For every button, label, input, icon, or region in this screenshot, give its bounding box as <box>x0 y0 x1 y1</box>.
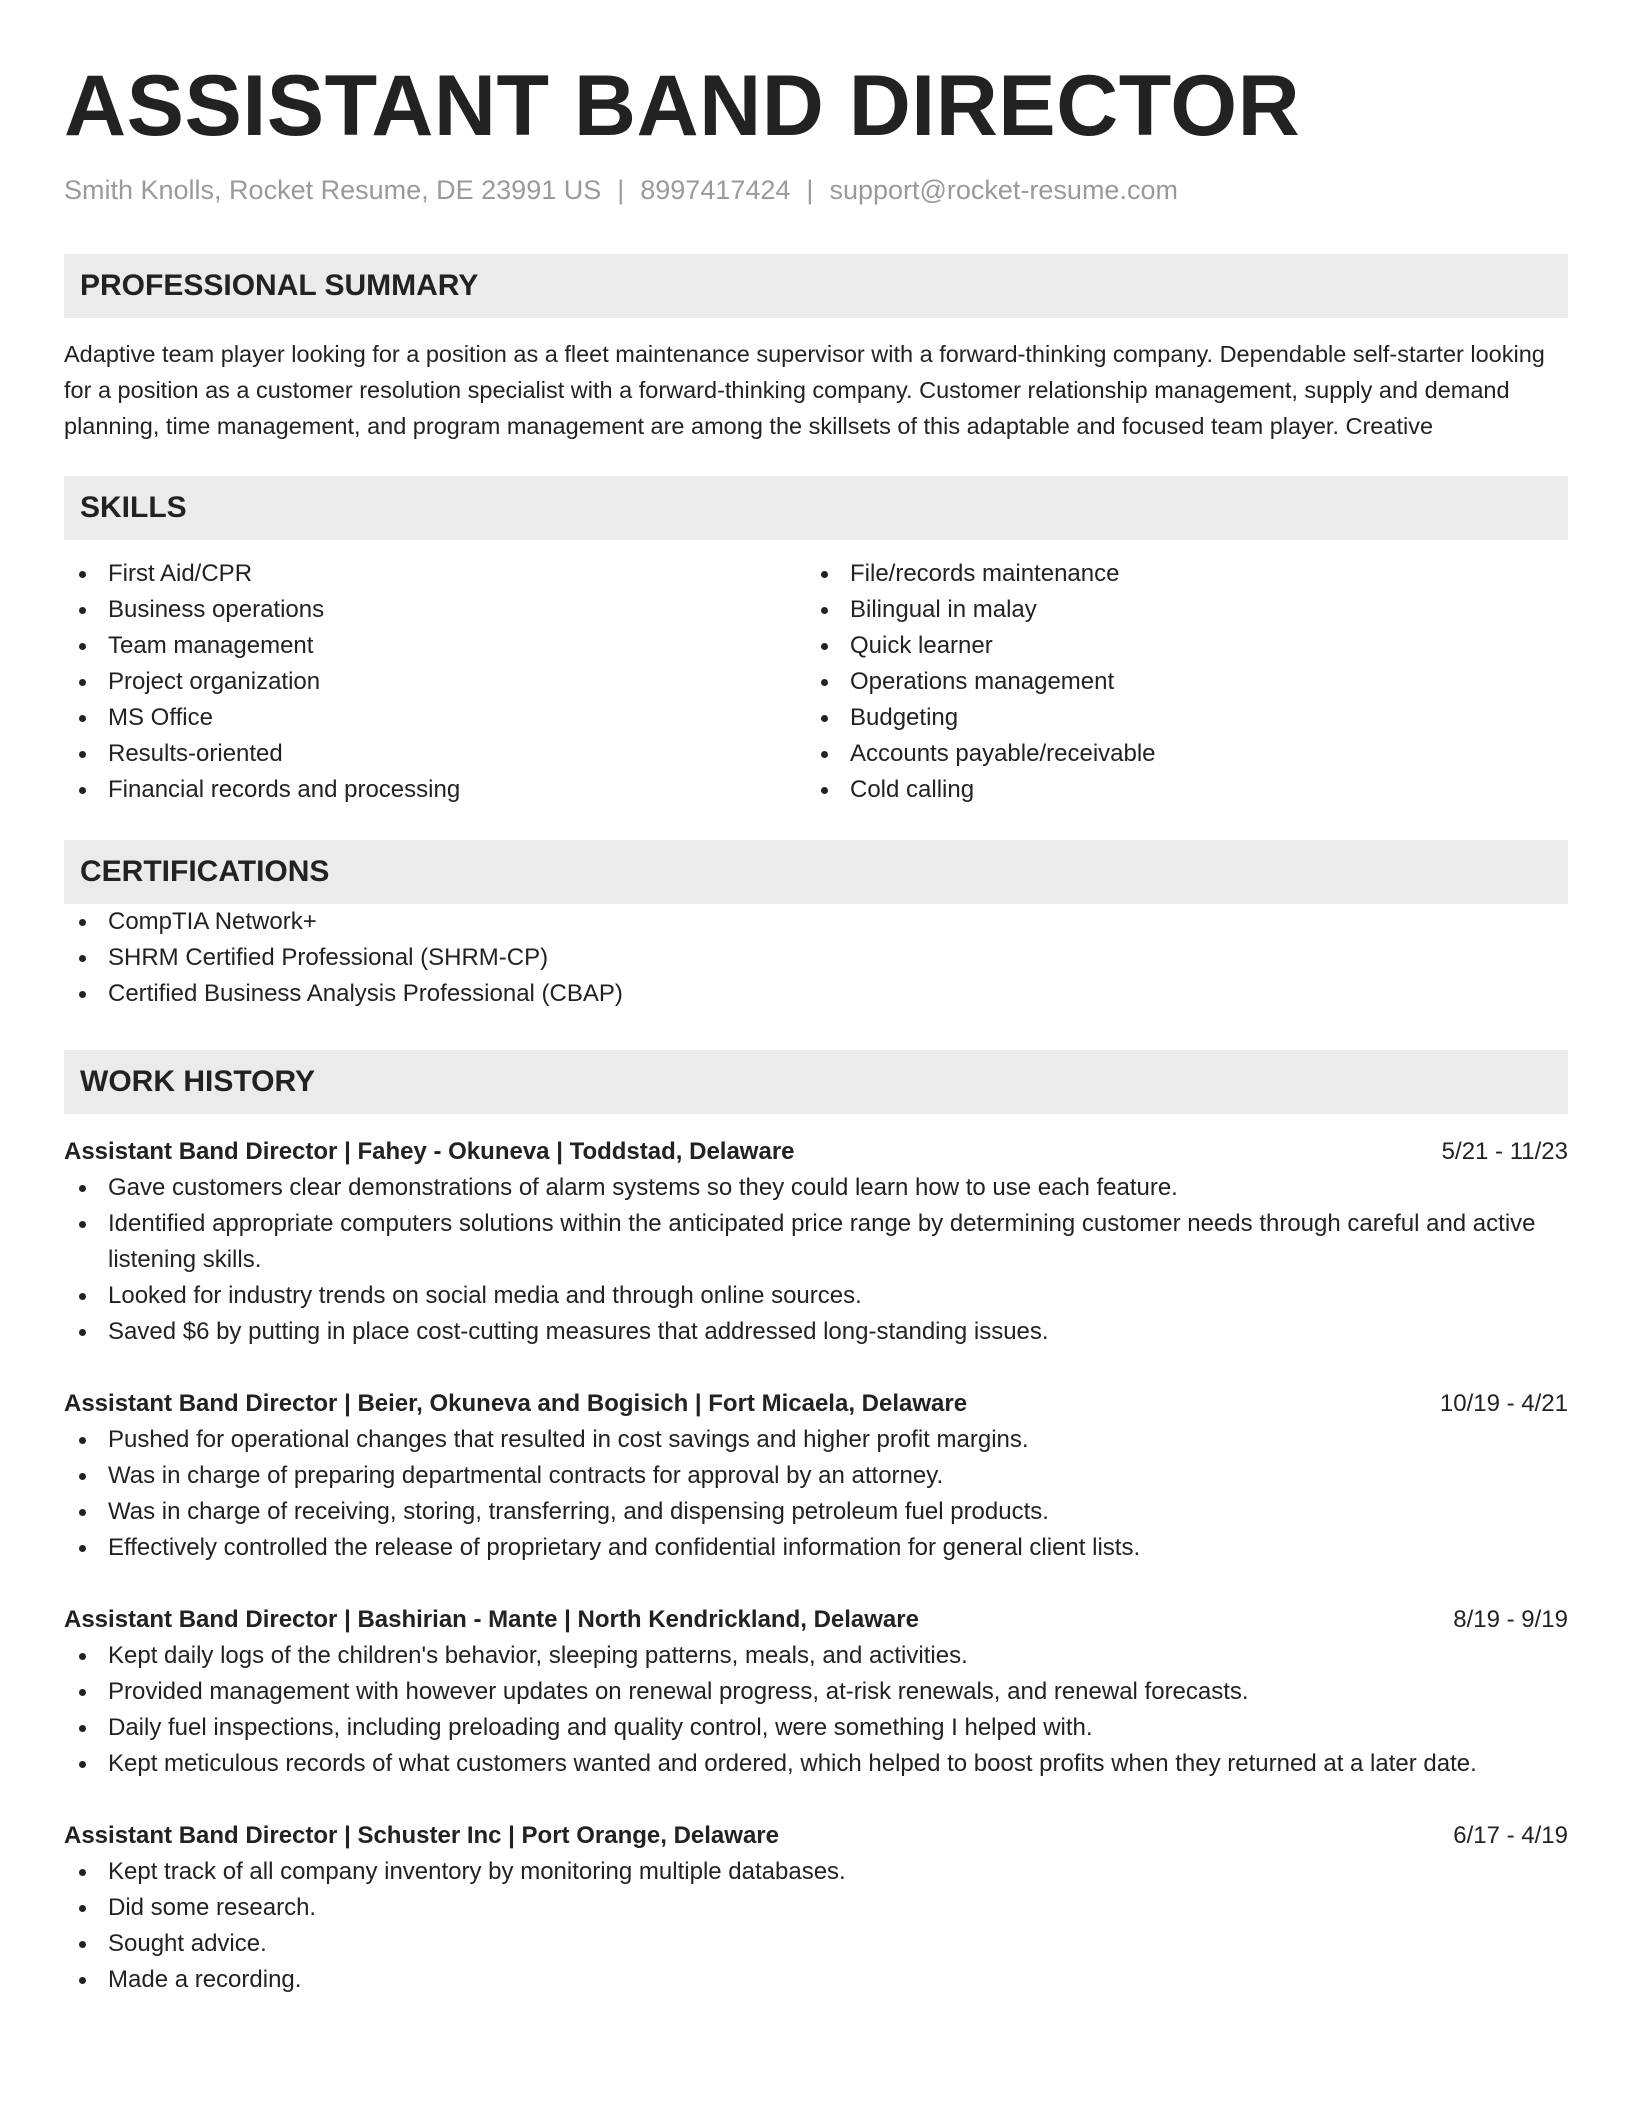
job-header <box>64 1134 1568 1170</box>
skills-list-left <box>64 556 806 808</box>
skill-item: Quick learner <box>806 628 1548 664</box>
certification-item: SHRM Certified Professional (SHRM-CP) <box>64 940 1568 976</box>
skill-item: Project organization <box>64 664 806 700</box>
skill-item: Business operations <box>64 592 806 628</box>
job-bullet: Kept track of all company inventory by monitoring multiple databases. <box>64 1854 1568 1890</box>
certifications-list <box>64 904 1568 1012</box>
job-title: Assistant Band Director | Fahey - Okuneva | Toddstad, Delaware <box>64 1138 795 1165</box>
job-header <box>64 1602 1568 1638</box>
contact-email: support@rocket-resume.com <box>829 175 1178 205</box>
job-bullet: Effectively controlled the release of proprietary and confidential information for general client lists. <box>64 1530 1568 1566</box>
job-bullet: Looked for industry trends on social media and through online sources. <box>64 1278 1568 1314</box>
skill-item: Operations management <box>806 664 1548 700</box>
contact-phone: 8997417424 <box>640 175 791 205</box>
job-bullets <box>64 1854 1568 1998</box>
job-title: Assistant Band Director | Schuster Inc | Port Orange, Delaware <box>64 1822 779 1849</box>
job-bullet: Daily fuel inspections, including preloading and quality control, were something I helped with. <box>64 1710 1568 1746</box>
job-bullet: Was in charge of preparing departmental contracts for approval by an attorney. <box>64 1458 1568 1494</box>
job-bullet: Did some research. <box>64 1890 1568 1926</box>
job-bullet: Saved $6 by putting in place cost-cutting measures that addressed long-standing issues. <box>64 1314 1568 1350</box>
job-bullet: Identified appropriate computers solutions within the anticipated price range by determining customer needs through careful and active listening skills. <box>64 1206 1568 1278</box>
candidate-name: ASSISTANT BAND DIRECTOR <box>64 58 1301 154</box>
skill-item: Results-oriented <box>64 736 806 772</box>
job-bullet: Made a recording. <box>64 1962 1568 1998</box>
summary-text: Adaptive team player looking for a position as a fleet maintenance supervisor with a forward-thinking company. Dependable self-starter looking for a position as a customer resolution specialist with a forward-thinking company. Customer relationship management, supply and demand planning, time management, and program management are among the skillsets of this adaptable and focused team player. Creative <box>64 341 1545 439</box>
job-dates: 5/21 - 11/23 <box>1441 1138 1568 1165</box>
skill-item: Team management <box>64 628 806 664</box>
skill-item: Accounts payable/receivable <box>806 736 1548 772</box>
job-dates: 8/19 - 9/19 <box>1453 1606 1568 1633</box>
contact-line <box>64 172 1568 208</box>
job-bullet: Kept meticulous records of what customers wanted and ordered, which helped to boost profits when they returned at a later date. <box>64 1746 1568 1782</box>
job-header <box>64 1818 1568 1854</box>
job-dates: 10/19 - 4/21 <box>1439 1390 1568 1417</box>
resume-content <box>64 56 1568 1998</box>
job-bullet: Kept daily logs of the children's behavior, sleeping patterns, meals, and activities. <box>64 1638 1568 1674</box>
skills-column-left <box>64 556 806 808</box>
job-bullets <box>64 1422 1568 1566</box>
job-entry <box>64 1386 1568 1566</box>
skill-item: MS Office <box>64 700 806 736</box>
certification-item: Certified Business Analysis Professional (CBAP) <box>64 976 1568 1012</box>
certifications-heading: CERTIFICATIONS <box>64 840 1568 904</box>
job-dates: 6/17 - 4/19 <box>1453 1822 1568 1849</box>
certification-item: CompTIA Network+ <box>64 904 1568 940</box>
job-bullet: Provided management with however updates on renewal progress, at-risk renewals, and renewal forecasts. <box>64 1674 1568 1710</box>
skill-item: Cold calling <box>806 772 1548 808</box>
job-title: Assistant Band Director | Bashirian - Mante | North Kendrickland, Delaware <box>64 1606 919 1633</box>
contact-separator: | <box>617 175 625 205</box>
job-bullet: Pushed for operational changes that resulted in cost savings and higher profit margins. <box>64 1422 1568 1458</box>
job-bullet: Sought advice. <box>64 1926 1568 1962</box>
skill-item: Budgeting <box>806 700 1548 736</box>
job-title: Assistant Band Director | Beier, Okuneva and Bogisich | Fort Micaela, Delaware <box>64 1390 968 1417</box>
skill-item: First Aid/CPR <box>64 556 806 592</box>
job-bullets <box>64 1638 1568 1782</box>
job-header <box>64 1386 1568 1422</box>
job-entry <box>64 1134 1568 1350</box>
skills-column-right <box>806 556 1548 808</box>
job-entry <box>64 1818 1568 1998</box>
skills-grid <box>64 556 1568 808</box>
skill-item: Financial records and processing <box>64 772 806 808</box>
skills-list-right <box>806 556 1548 808</box>
job-entry <box>64 1602 1568 1782</box>
skill-item: Bilingual in malay <box>806 592 1548 628</box>
work-history-heading: WORK HISTORY <box>64 1050 1568 1114</box>
contact-separator: | <box>806 175 814 205</box>
skill-item: File/records maintenance <box>806 556 1548 592</box>
job-bullet: Was in charge of receiving, storing, transferring, and dispensing petroleum fuel products. <box>64 1494 1568 1530</box>
job-bullets <box>64 1170 1568 1350</box>
skills-heading: SKILLS <box>64 476 1568 540</box>
contact-address: Smith Knolls, Rocket Resume, DE 23991 US <box>64 175 602 205</box>
job-bullet: Gave customers clear demonstrations of alarm systems so they could learn how to use each feature. <box>64 1170 1568 1206</box>
summary-heading: PROFESSIONAL SUMMARY <box>64 254 1568 318</box>
